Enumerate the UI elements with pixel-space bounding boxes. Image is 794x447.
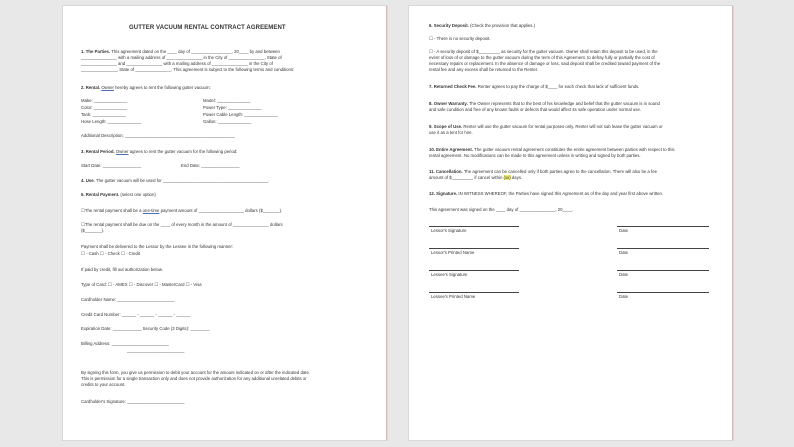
lessee-printed-date-line[interactable] [617,292,709,293]
option-text: ☐The rental payment shall be a [81,208,142,213]
warranty-text-2: and safe condition and free of any known faults or defects that would affect its safe operation under normal use. [429,107,642,112]
section-text: (select one option) [120,192,156,197]
cardholder-name-field[interactable]: Cardholder Name: ________________________ [81,297,175,302]
section-signature [429,191,663,196]
expiration-security-field[interactable]: Expiration Date: ____________ Security Code (3 Digits): ________ [81,326,210,331]
owner-word: Owner [101,85,114,90]
section-text: The agreement can be cancelled only if both parties agree to the cancellation. There will also be a fee [463,169,657,174]
section-label: 8. Owner Warranty. [429,101,468,106]
end-date-field[interactable]: End Date: ________________ [181,163,240,168]
highlighted-days: (xx) [503,175,511,180]
lessor-printed-name-label: Lessor's Printed Name [431,250,475,255]
section-text: Renter agrees to pay the charge of $____ for each check that lack of sufficient funds. [477,84,640,89]
additional-description-field[interactable]: Additional Description: ______________________________________________ [81,133,235,138]
lessor-signature-line[interactable] [429,226,519,227]
section-rental-payment [81,192,156,197]
signed-on-date-field[interactable]: This agreement was signed on the ____ day of _______________, 20____. [429,207,574,212]
section-text: The gutter vacuum rental agreement constitutes the entire agreement between parties with respect to this [474,147,675,152]
power-type-field[interactable]: Power Type: ______________ [203,105,262,110]
section-label: 2. Rental. [81,85,101,90]
section-use [81,178,269,183]
section-label: 4. Use. [81,178,95,183]
section-security-deposit [429,23,535,28]
section-parties-line2: _______________ with a mailing address of _______________ in the City of _______________, State of [81,55,282,60]
start-date-field[interactable]: Start Date: ________________ [81,163,141,168]
lessor-printed-date-label: Date [619,250,629,255]
section-text: The Owner represents that to the best of his knowledge and belief that the gutter vacuum is in sound [468,101,660,106]
lessee-printed-name-label: Lessee's Printed Name [431,294,476,299]
one-time-word: one-time [142,208,160,213]
section-scope-of-use [429,124,663,129]
section-text: (Check the provision that applies.) [470,23,536,28]
lessee-date-line[interactable] [617,270,709,271]
make-field[interactable]: Make: ______________ [81,98,128,103]
payment-option-monthly[interactable]: ☐The rental payment shall be due on the ____ of every month in the amount of _______________ dollars [81,222,283,227]
lessor-printed-name-line[interactable] [429,248,519,249]
entire-agreement-text-2: rental agreement. No modifications can be made to this agreement unless in writing and signed by both parties. [429,153,641,158]
section-text: agrees to rent the gutter vacuum for the following period: [129,149,238,154]
owner-word: Owner [115,149,129,154]
payment-option-monthly-amount: ($_______). [81,228,105,233]
section-parties-line4: _______________, State of _______________. This agreement is subject to the following terms and conditions: [81,67,295,72]
lessor-printed-date-line[interactable] [617,248,709,249]
section-parties-line1 [81,49,280,54]
lessor-signature-label: Lessor's Signature [431,228,467,233]
document-title: GUTTER VACUUM RENTAL CONTRACT AGREEMENT [129,25,286,31]
payment-method-checkboxes[interactable]: ☐ - Cash ☐ - Check ☐ - Credit [81,251,141,256]
section-label: 7. Returned Check Fee. [429,84,477,89]
deposit-text-3: necessary repairs or replacement. In the absence of damage or loss, said deposit shall be credited toward payment of the [429,61,661,66]
section-label: 11. Cancellation. [429,169,463,174]
lessee-printed-date-label: Date [619,294,629,299]
authorization-text-1: By signing this form, you give us permission to debit your account for the amount indicated on or after the indicated date. [81,370,311,375]
lessor-date-line[interactable] [617,226,709,227]
color-field[interactable]: Color: ______________ [81,105,128,110]
payment-delivery-text: Payment shall be delivered to the Lessor by the Lessee in the following manner: [81,244,234,249]
contract-page-1 [62,5,388,441]
section-text: This agreement dated on the ____ day of _________________, 20____ by and between [111,49,280,54]
card-type-checkboxes[interactable]: Type of Card: ☐ - AMEX ☐ - Discover ☐ - MasterCard ☐ - Visa [81,282,202,287]
section-label: 5. Rental Payment. [81,192,120,197]
deposit-option-amount[interactable]: ☐ - A security deposit of $_________ as security for the gutter vacuum. Owner shall retain this deposit to be used, in the [429,49,658,54]
deposit-text-2: event of loss of or damage to the gutter vacuum during the term of this Agreement, to defray fully or partially the cost of [429,55,655,60]
authorization-text-2: This is permission for a single transaction only and does not provide authorization for any additional unrelated debits or [81,376,307,381]
section-label: 6. Security Deposit. [429,23,469,28]
option-text: payment amount of ___________________ dollars ($_______). [160,208,283,213]
cancellation-days-text: days. [511,175,523,180]
authorization-text-3: credits to your account. [81,382,126,387]
section-cancellation [429,169,657,174]
section-text: IN WITNESS WHEREOF, the Parties have signed this Agreement as of the day and year first above written. [458,191,664,196]
lessee-printed-name-line[interactable] [429,292,519,293]
payment-option-one-time[interactable] [81,208,282,213]
section-entire-agreement [429,147,675,152]
scope-text-2: use it as a tent for hire. [429,130,473,135]
cancellation-text-2 [429,175,522,180]
section-label: 10. Entire Agreement. [429,147,474,152]
section-rental [81,85,211,90]
cardholder-signature-field[interactable]: Cardholder's Signature: ________________________ [81,399,185,404]
power-cable-field[interactable]: Power Cable Length: ______________ [203,112,278,117]
contract-page-2 [408,5,734,441]
section-label: 9. Scope of Use. [429,124,463,129]
section-text: The gutter vacuum will be used for ____________________________________________. [95,178,270,183]
billing-address-field-line2[interactable]: ________________________ [127,348,185,353]
lessee-date-label: Date [619,272,629,277]
cancellation-fee-text: amount of $_________ if cancel within [429,175,503,180]
section-parties-line3: _______________ and _______________ with a mailing address of _______________ in the City of [81,61,273,66]
section-owner-warranty [429,101,660,106]
section-returned-check [429,84,639,89]
card-number-field[interactable]: Credit Card Number: ______ - ______ - ______ - ______ [81,312,191,317]
lessee-signature-line[interactable] [429,270,519,271]
section-label: 3. Rental Period. [81,149,115,154]
lessor-date-label: Date [619,228,629,233]
credit-instruction: If paid by credit, fill out authorization below. [81,267,163,272]
tank-field[interactable]: Tank: ______________ [81,112,126,117]
section-label: 1. The Parties. [81,49,111,54]
hose-length-field[interactable]: Hose Length: ______________ [81,119,142,124]
section-text: Renter will use the gutter vacuum for rental purposes only. Renter will not sub lease the gutter vacuum or [463,124,663,129]
model-field[interactable]: Model: ______________ [203,98,251,103]
deposit-option-none[interactable]: ☐ - There is no security deposit. [429,36,491,41]
section-label: 12. Signature. [429,191,458,196]
billing-address-field[interactable]: Billing Address: ________________________ [81,341,169,346]
deposit-text-4: rental fee and any excess shall be returned to the Renter. [429,67,539,72]
section-rental-period [81,149,237,154]
section-text: hereby agrees to rent the following gutter vacuum: [115,85,211,90]
gallon-field[interactable]: Gallon: ______________ [203,119,252,124]
lessee-signature-label: Lessee's Signature [431,272,468,277]
